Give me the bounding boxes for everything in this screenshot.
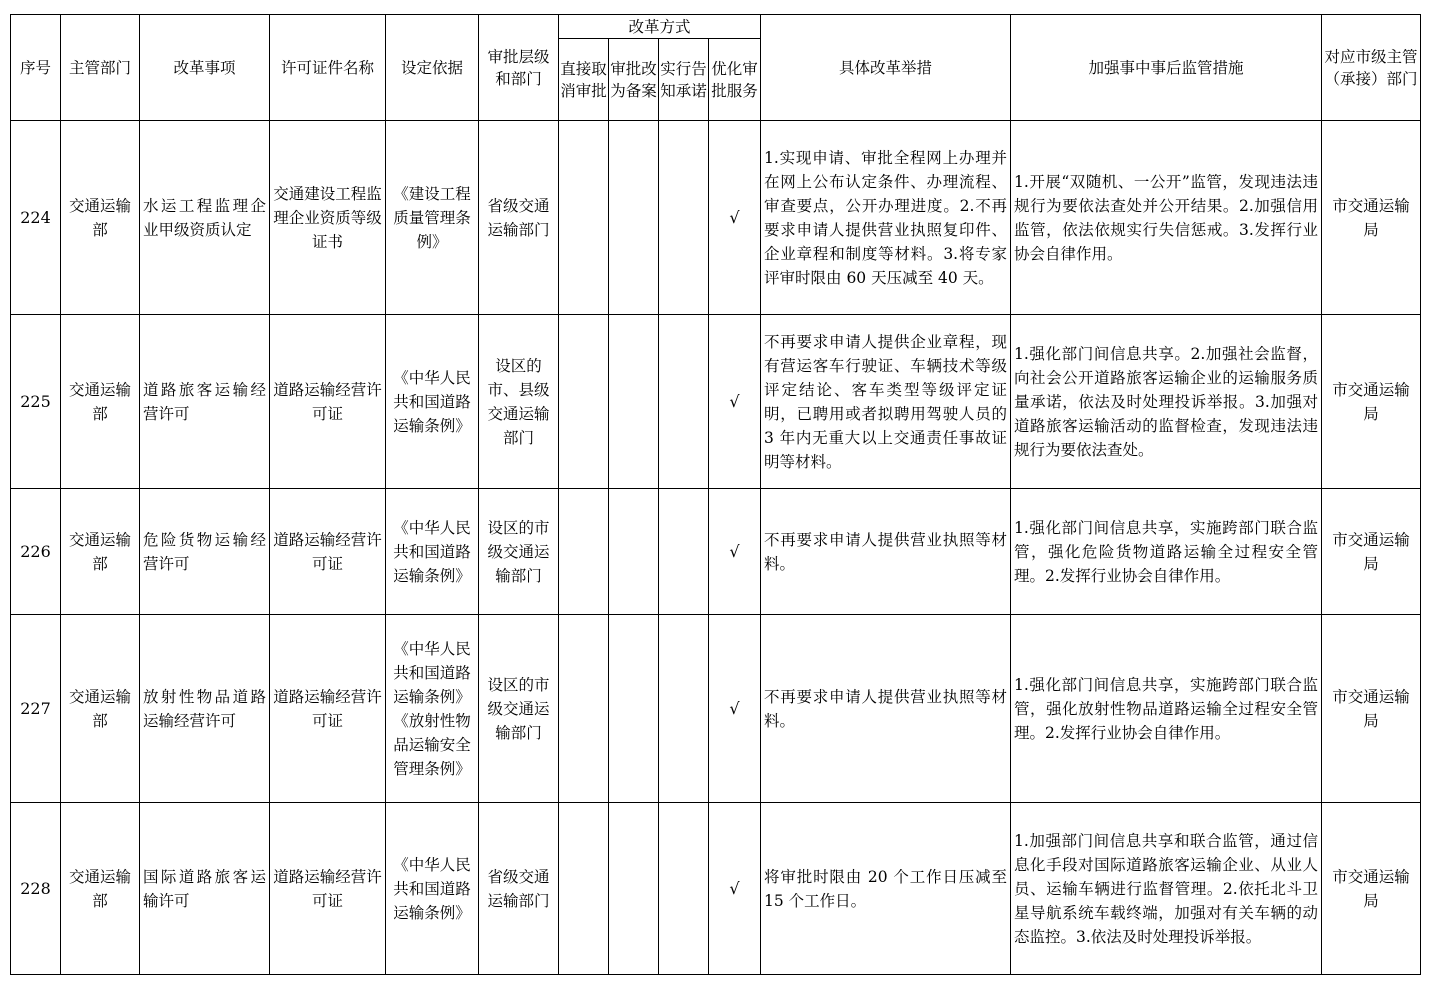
cell-optimize-check: √ <box>709 489 761 615</box>
cell-city-dept: 市交通运输局 <box>1322 315 1421 489</box>
table-header <box>11 15 1421 121</box>
cell-supervision: 1.强化部门间信息共享，实施跨部门联合监管，强化放射性物品道路运输全过程安全管理。2.发挥行业协会自律作用。 <box>1011 615 1322 803</box>
cell-index: 227 <box>11 615 61 803</box>
header-level: 审批层级和部门 <box>479 15 559 121</box>
cell-measures: 不再要求申请人提供营业执照等材料。 <box>761 615 1011 803</box>
cell-city-dept: 市交通运输局 <box>1322 489 1421 615</box>
header-measures: 具体改革举措 <box>761 15 1011 121</box>
cell-commitment <box>659 489 709 615</box>
header-item: 改革事项 <box>140 15 270 121</box>
cell-license: 道路运输经营许可证 <box>270 615 386 803</box>
header-reform-method: 改革方式 <box>559 15 761 39</box>
cell-city-dept: 市交通运输局 <box>1322 803 1421 975</box>
cell-cancel <box>559 315 609 489</box>
cell-department: 交通运输部 <box>61 121 140 315</box>
header-city-dept: 对应市级主管（承接）部门 <box>1322 15 1421 121</box>
table-body <box>11 121 1421 975</box>
cell-index: 226 <box>11 489 61 615</box>
cell-supervision: 1.加强部门间信息共享和联合监管，通过信息化手段对国际道路旅客运输企业、从业人员、运输车辆进行监督管理。2.依托北斗卫星导航系统车载终端，加强对有关车辆的动态监控。3.依法及时处理投诉举报。 <box>1011 803 1322 975</box>
table-row <box>11 315 1421 489</box>
cell-basis: 《中华人民共和国道路运输条例》 <box>386 803 479 975</box>
cell-supervision: 1.强化部门间信息共享，实施跨部门联合监管，强化危险货物道路运输全过程安全管理。2.发挥行业协会自律作用。 <box>1011 489 1322 615</box>
cell-item: 水运工程监理企业甲级资质认定 <box>140 121 270 315</box>
cell-optimize-check: √ <box>709 121 761 315</box>
cell-item: 国际道路旅客运输许可 <box>140 803 270 975</box>
cell-basis: 《中华人民共和国道路运输条例》 <box>386 315 479 489</box>
cell-index: 224 <box>11 121 61 315</box>
cell-basis: 《中华人民共和国道路运输条例》《放射性物品运输安全管理条例》 <box>386 615 479 803</box>
cell-index: 225 <box>11 315 61 489</box>
cell-department: 交通运输部 <box>61 489 140 615</box>
cell-level: 设区的市级交通运输部门 <box>479 615 559 803</box>
cell-supervision: 1.强化部门间信息共享。2.加强社会监督，向社会公开道路旅客运输企业的运输服务质量承诺，依法及时处理投诉举报。3.加强对道路旅客运输活动的监督检查，发现违法违规行为要依法查处。 <box>1011 315 1322 489</box>
cell-filing <box>609 121 659 315</box>
header-basis: 设定依据 <box>386 15 479 121</box>
header-optimize: 优化审批服务 <box>709 39 761 121</box>
cell-optimize-check: √ <box>709 315 761 489</box>
cell-license: 道路运输经营许可证 <box>270 489 386 615</box>
cell-item: 放射性物品道路运输经营许可 <box>140 615 270 803</box>
table-row <box>11 121 1421 315</box>
cell-city-dept: 市交通运输局 <box>1322 121 1421 315</box>
header-filing: 审批改为备案 <box>609 39 659 121</box>
cell-department: 交通运输部 <box>61 615 140 803</box>
cell-commitment <box>659 803 709 975</box>
header-license: 许可证件名称 <box>270 15 386 121</box>
cell-cancel <box>559 803 609 975</box>
header-commitment: 实行告知承诺 <box>659 39 709 121</box>
cell-supervision: 1.开展“双随机、一公开”监管，发现违法违规行为要依法查处并公开结果。2.加强信用监管，依法依规实行失信惩戒。3.发挥行业协会自律作用。 <box>1011 121 1322 315</box>
table-row <box>11 803 1421 975</box>
cell-filing <box>609 315 659 489</box>
cell-basis: 《中华人民共和国道路运输条例》 <box>386 489 479 615</box>
cell-measures: 不再要求申请人提供企业章程，现有营运客车行驶证、车辆技术等级评定结论、客车类型等级评定证明，已聘用或者拟聘用驾驶人员的 3 年内无重大以上交通责任事故证明等材料。 <box>761 315 1011 489</box>
reform-table <box>10 14 1421 975</box>
cell-item: 道路旅客运输经营许可 <box>140 315 270 489</box>
cell-measures: 1.实现申请、审批全程网上办理并在网上公布认定条件、办理流程、审查要点，公开办理进度。2.不再要求申请人提供营业执照复印件、企业章程和制度等材料。3.将专家评审时限由 60 天压减至 40 天。 <box>761 121 1011 315</box>
cell-item: 危险货物运输经营许可 <box>140 489 270 615</box>
cell-commitment <box>659 615 709 803</box>
cell-license: 交通建设工程监理企业资质等级证书 <box>270 121 386 315</box>
header-cancel: 直接取消审批 <box>559 39 609 121</box>
cell-level: 设区的市、县级交通运输部门 <box>479 315 559 489</box>
cell-license: 道路运输经营许可证 <box>270 315 386 489</box>
cell-filing <box>609 489 659 615</box>
cell-level: 省级交通运输部门 <box>479 803 559 975</box>
header-department: 主管部门 <box>61 15 140 121</box>
cell-department: 交通运输部 <box>61 803 140 975</box>
cell-cancel <box>559 121 609 315</box>
cell-measures: 不再要求申请人提供营业执照等材料。 <box>761 489 1011 615</box>
cell-level: 省级交通运输部门 <box>479 121 559 315</box>
cell-basis: 《建设工程质量管理条例》 <box>386 121 479 315</box>
header-supervision: 加强事中事后监管措施 <box>1011 15 1322 121</box>
cell-level: 设区的市级交通运输部门 <box>479 489 559 615</box>
cell-cancel <box>559 489 609 615</box>
cell-commitment <box>659 121 709 315</box>
cell-cancel <box>559 615 609 803</box>
cell-commitment <box>659 315 709 489</box>
cell-index: 228 <box>11 803 61 975</box>
cell-license: 道路运输经营许可证 <box>270 803 386 975</box>
header-index: 序号 <box>11 15 61 121</box>
table-row <box>11 615 1421 803</box>
cell-city-dept: 市交通运输局 <box>1322 615 1421 803</box>
cell-measures: 将审批时限由 20 个工作日压减至 15 个工作日。 <box>761 803 1011 975</box>
table-row <box>11 489 1421 615</box>
cell-optimize-check: √ <box>709 615 761 803</box>
cell-filing <box>609 615 659 803</box>
cell-filing <box>609 803 659 975</box>
cell-optimize-check: √ <box>709 803 761 975</box>
cell-department: 交通运输部 <box>61 315 140 489</box>
